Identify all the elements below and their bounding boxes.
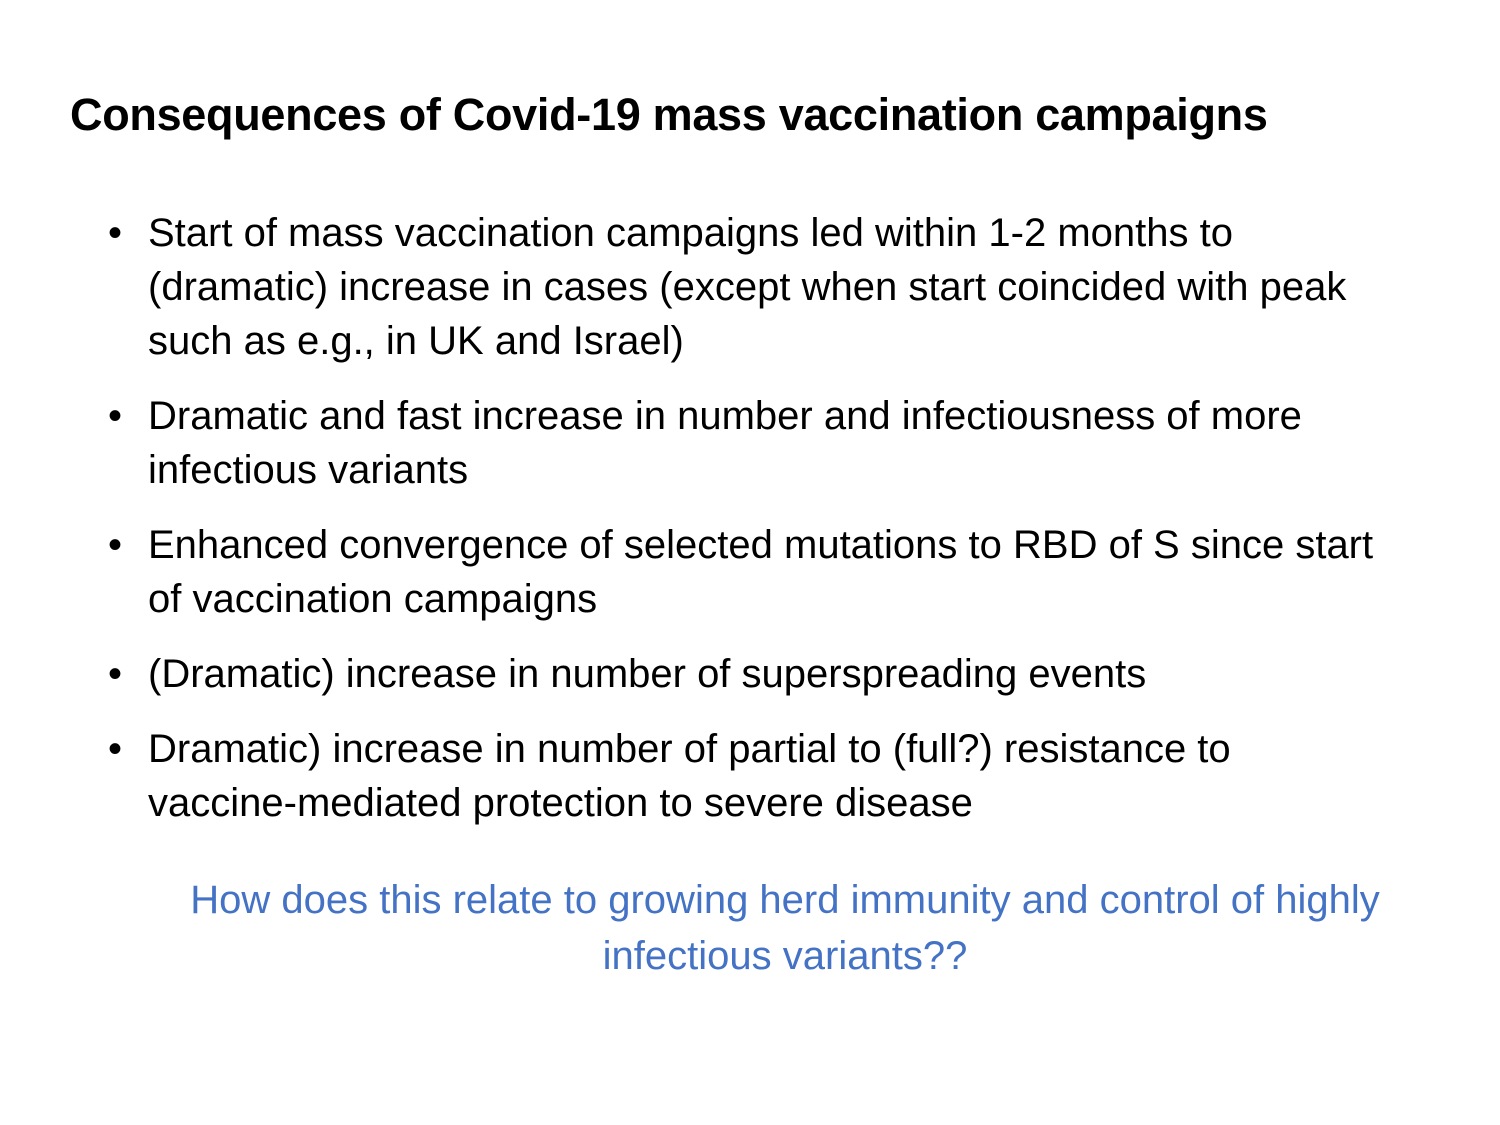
- bullet-icon: •: [108, 394, 123, 438]
- bullet-icon: •: [108, 523, 123, 567]
- bullet-icon: •: [108, 652, 123, 696]
- bullet-item: [108, 389, 1378, 497]
- bullet-text: (Dramatic) increase in number of superspreading events: [148, 652, 1147, 696]
- bullet-item: [108, 647, 1378, 701]
- bullet-text: Dramatic and fast increase in number and infectiousness of more infectious variants: [148, 394, 1302, 492]
- bullet-item: [108, 206, 1378, 368]
- closing-question: How does this relate to growing herd immunity and control of highly infectious variants??: [190, 878, 1380, 978]
- bullet-item: [108, 722, 1378, 830]
- bullet-text: Start of mass vaccination campaigns led within 1-2 months to (dramatic) increase in cases (except when start coincided with peak such as e.g., in UK and Israel): [148, 211, 1347, 363]
- slide-title: Consequences of Covid-19 mass vaccination campaigns: [70, 89, 1268, 140]
- bullet-text: Dramatic) increase in number of partial to (full?) resistance to vaccine-mediated protection to severe disease: [148, 727, 1231, 825]
- bullet-text: Enhanced convergence of selected mutations to RBD of S since start of vaccination campaigns: [148, 523, 1374, 621]
- bullet-item: [108, 518, 1378, 626]
- bullet-icon: •: [108, 727, 123, 771]
- bullet-list: [108, 206, 1378, 851]
- bullet-icon: •: [108, 211, 123, 255]
